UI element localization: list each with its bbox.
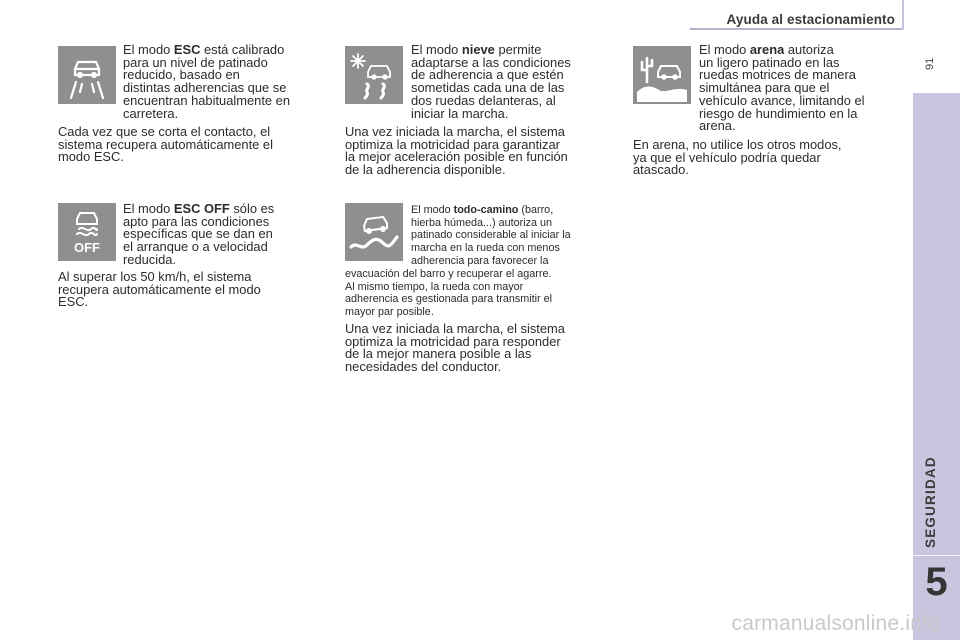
snow-mode-prefix: El modo [411, 42, 462, 57]
snow-mode-icon [345, 46, 403, 104]
text-line: marcha en la rueda con menos [411, 242, 560, 255]
text-line: Una vez iniciada la marcha, el sistema [345, 124, 565, 139]
text-line: de la mejor manera posible a las [345, 346, 532, 362]
text-line: apto para las condiciones [123, 213, 270, 229]
svg-text:OFF: OFF [74, 240, 100, 255]
text-line: necesidades del conductor. [345, 359, 502, 375]
text-line: específicas que se dan en [123, 226, 273, 242]
text-line: En arena, no utilice los otros modos, [633, 137, 842, 152]
esc-off-follow-paragraph [58, 271, 328, 309]
esc-off-prefix: El modo [123, 201, 174, 216]
text-line: la mejor aceleración posible en función [345, 149, 568, 165]
text-line: mayor par posible. [345, 306, 434, 319]
chapter-number: 5 [925, 560, 948, 604]
page-number: 91 [924, 57, 936, 70]
text-line: sólo es [233, 201, 275, 216]
text-line: está calibrado [203, 42, 285, 57]
esc-off-mode-paragraph [123, 203, 328, 267]
esc-off-mode-name: ESC OFF [173, 201, 230, 216]
header-divider [902, 0, 904, 30]
text-line: reducido, basado en [123, 67, 240, 83]
text-line: el arranque o a velocidad [123, 239, 268, 255]
text-line: modo ESC. [58, 149, 124, 165]
text-line: ya que el vehículo podría quedar [633, 149, 821, 165]
text-line: vehículo avance, limitando el [699, 92, 865, 108]
esc-follow-paragraph [58, 126, 328, 164]
text-line: dos ruedas delanteras, al [411, 92, 556, 108]
text-line: un ligero patinado en las [699, 54, 840, 70]
text-line: adherencia es gestionada para transmitir el [345, 293, 553, 306]
side-tab-divider [913, 555, 960, 556]
all-terrain-mode-icon [345, 203, 403, 261]
text-line [411, 204, 621, 217]
all-terrain-follow-paragraph [345, 323, 620, 374]
text-line: sistema recupera automáticamente el [58, 136, 273, 152]
text-line: Cada vez que se corta el contacto, el [58, 124, 271, 139]
esc-off-icon [58, 203, 116, 261]
text-line: carretera. [123, 105, 179, 121]
sand-mode-name: arena [749, 42, 785, 57]
text-line: distintas adherencias que se [123, 80, 287, 96]
snow-mode-paragraph [411, 44, 616, 120]
text-line: ESC. [58, 294, 89, 310]
esc-mode-prefix: El modo [123, 42, 174, 57]
sand-mode-icon [633, 46, 691, 104]
snow-mode-name: nieve [461, 42, 495, 57]
text-line: optimiza la motricidad para garantizar [345, 136, 560, 152]
text-line: riesgo de hundimiento en la [699, 105, 858, 121]
esc-road-icon [58, 46, 116, 104]
watermark: carmanualsonline.info [731, 612, 940, 635]
page-header-title: Ayuda al estacionamiento [726, 12, 895, 27]
all-terrain-continued-paragraph [345, 268, 625, 319]
text-line: iniciar la marcha. [411, 105, 509, 121]
text-line: autoriza [787, 42, 834, 57]
sand-mode-prefix: El modo [699, 42, 750, 57]
text-line: evacuación del barro y recuperar el agarre. [345, 268, 552, 280]
text-line: recupera automáticamente el modo [58, 281, 261, 297]
text-line: adaptarse a las condiciones [411, 54, 571, 70]
text-line: (barro, [521, 204, 554, 216]
text-line: adherencia para favorecer la [411, 254, 549, 267]
chapter-label: SEGURIDAD [923, 456, 938, 548]
text-line: hierba húmeda...) autoriza un [411, 216, 553, 229]
all-terrain-mode-paragraph [411, 204, 621, 268]
text-line: Al mismo tiempo, la rueda con mayor [345, 280, 524, 293]
text-line: Al superar los 50 km/h, el sistema [58, 269, 252, 284]
text-line: patinado considerable al iniciar la [411, 229, 571, 242]
text-line: atascado. [633, 162, 689, 178]
text-line: encuentran habitualmente en [123, 92, 290, 108]
text-line: reducida. [123, 251, 177, 267]
all-terrain-mode-name: todo-camino [453, 204, 519, 216]
text-line: de adherencia a que estén [411, 67, 564, 83]
chapter-side-tab [913, 93, 960, 640]
snow-follow-paragraph [345, 126, 620, 177]
text-line: sometidas cada una de las [411, 80, 565, 96]
esc-mode-paragraph [123, 44, 328, 120]
text-line: permite [498, 42, 542, 57]
text-line: arena. [699, 118, 736, 134]
header-rule [690, 28, 902, 30]
text-line: ruedas motrices de manera [699, 67, 856, 83]
sand-follow-paragraph [633, 139, 903, 177]
text-line: optimiza la motricidad para responder [345, 333, 561, 349]
esc-mode-name: ESC [173, 42, 201, 57]
text-line: para un nivel de patinado [123, 54, 268, 70]
text-line: simultánea para que el [699, 80, 830, 96]
text-line: de la adherencia disponible. [345, 162, 506, 178]
sand-mode-paragraph [699, 44, 904, 133]
all-terrain-prefix: El modo [411, 204, 454, 216]
text-line: Una vez iniciada la marcha, el sistema [345, 321, 565, 336]
